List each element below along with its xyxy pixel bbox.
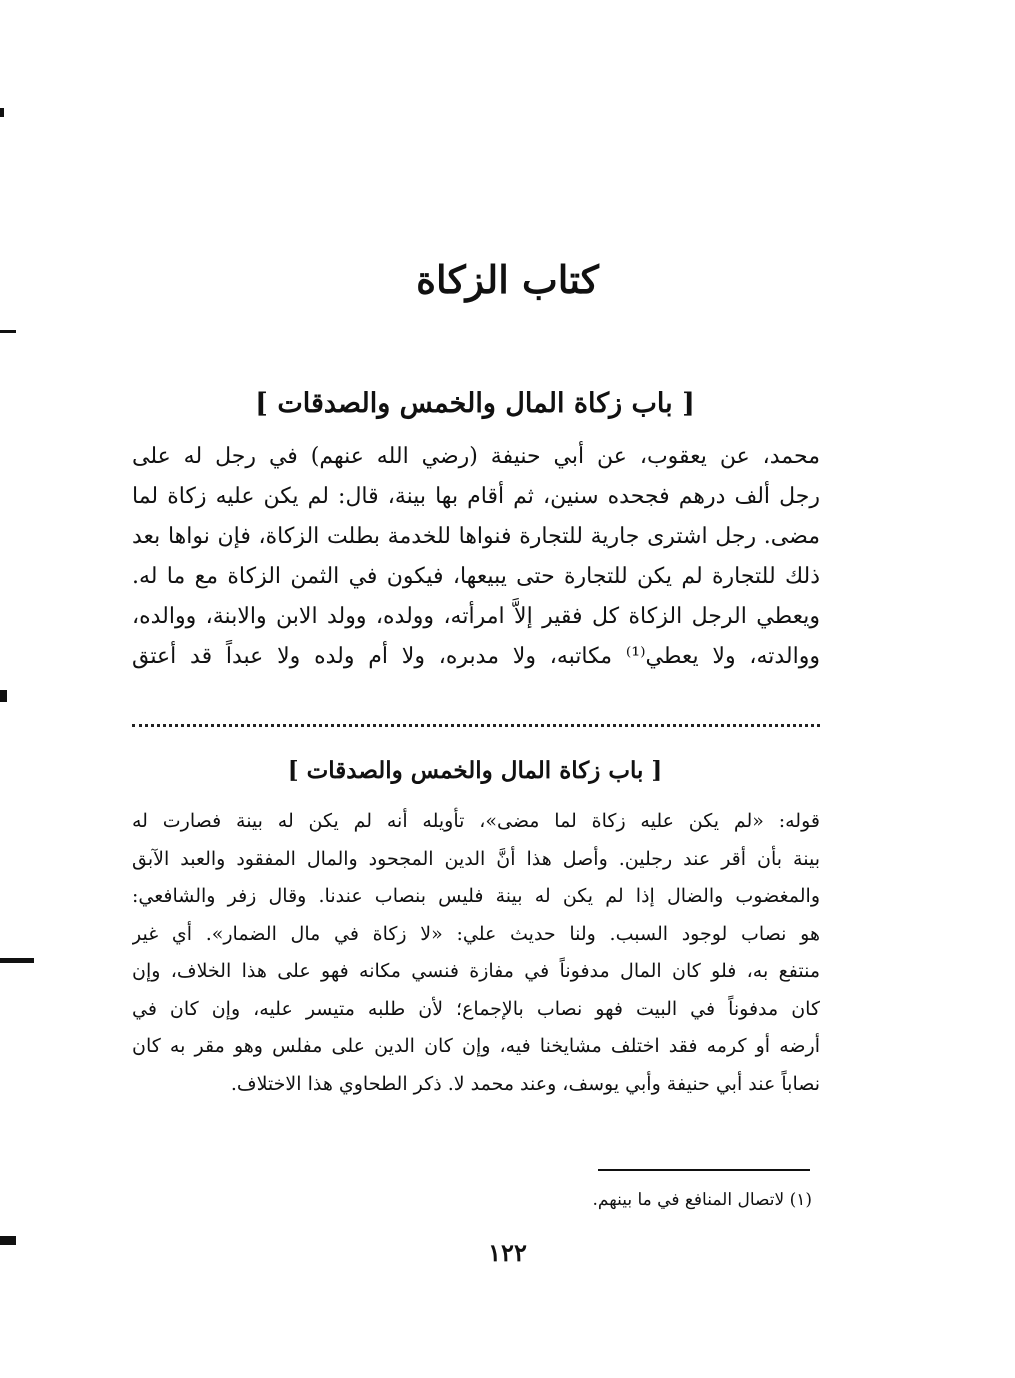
commentary-text-line: كان مدفوناً في البيت فهو نصاب بالإجماع؛ لأن طلبه متيسر عليه، وإن كان في	[132, 997, 820, 1020]
main-text-line: مضى. رجل اشترى جارية للتجارة فنواها للخدمة بطلت الزكاة، فإن نواها بعد	[132, 524, 820, 549]
footnote: (١) لاتصال المنافع في ما بينهم.	[592, 1190, 812, 1210]
main-text-line: رجل ألف درهم فجحده سنين، ثم أقام بها بينة، قال: لم يكن عليه زكاة لما	[132, 484, 820, 509]
commentary-heading: [ باب زكاة المال والخمس والصدقات ]	[287, 757, 663, 784]
scan-mark	[0, 108, 4, 117]
commentary-text-line: قوله: «لم يكن عليه زكاة لما مضى»، تأويله أنه لم يكن له بينة فصارت له	[132, 810, 820, 832]
book-title: كتاب الزكاة	[416, 257, 599, 302]
section-separator	[132, 724, 820, 727]
commentary-text	[132, 803, 820, 1103]
main-text-line: ذلك للتجارة لم يكن للتجارة حتى يبيعها، فيكون في الثمن الزكاة مع ما له.	[132, 564, 820, 589]
commentary-text-line: نصاباً عند أبي حنيفة وأبي يوسف، وعند محمد لا. ذكر الطحاوي هذا الاختلاف.	[230, 1072, 820, 1095]
commentary-text-line: منتفع به، فلو كان المال مدفوناً في مفازة فنسي مكانه فهو على هذا الخلاف، وإن	[132, 960, 820, 982]
main-text-line: محمد، عن يعقوب، عن أبي حنيفة (رضي الله عنهم) في رجل له على	[132, 444, 820, 469]
scan-mark	[0, 958, 34, 963]
main-text-line: ويعطي الرجل الزكاة كل فقير إلاَّ امرأته، وولده، وولد الابن والابنة، ووالده،	[132, 604, 820, 629]
page-number: ١٢٢	[488, 1238, 527, 1267]
commentary-text-line: هو نصاب لوجود السبب. ولنا حديث علي: «لا زكاة في مال الضمار». أي غير	[132, 922, 820, 945]
commentary-text-line: بينة بأن أقر عند رجلين. وأصل هذا أنَّ الدين المجحود والمال المفقود والعبد الآبق	[132, 847, 820, 870]
main-text	[132, 437, 820, 677]
main-text-line: ووالدته، ولا يعطي⁽¹⁾ مكاتبه، ولا مدبره، ولا أم ولده ولا عبداً قد أعتق	[132, 644, 820, 669]
scan-mark	[0, 330, 16, 333]
chapter-heading: [ باب زكاة المال والخمس والصدقات ]	[255, 388, 695, 419]
footnote-rule	[598, 1169, 810, 1171]
commentary-text-line: والمغضوب والضال إذا لم يكن له بينة فليس بنصاب عندنا. وقال زفر والشافعي:	[132, 885, 820, 907]
scan-mark	[0, 690, 7, 702]
commentary-text-line: أرضه أو كرمه فقد اختلف مشايخنا فيه، وإن كان الدين على مفلس وهو مقر به كان	[132, 1035, 820, 1057]
